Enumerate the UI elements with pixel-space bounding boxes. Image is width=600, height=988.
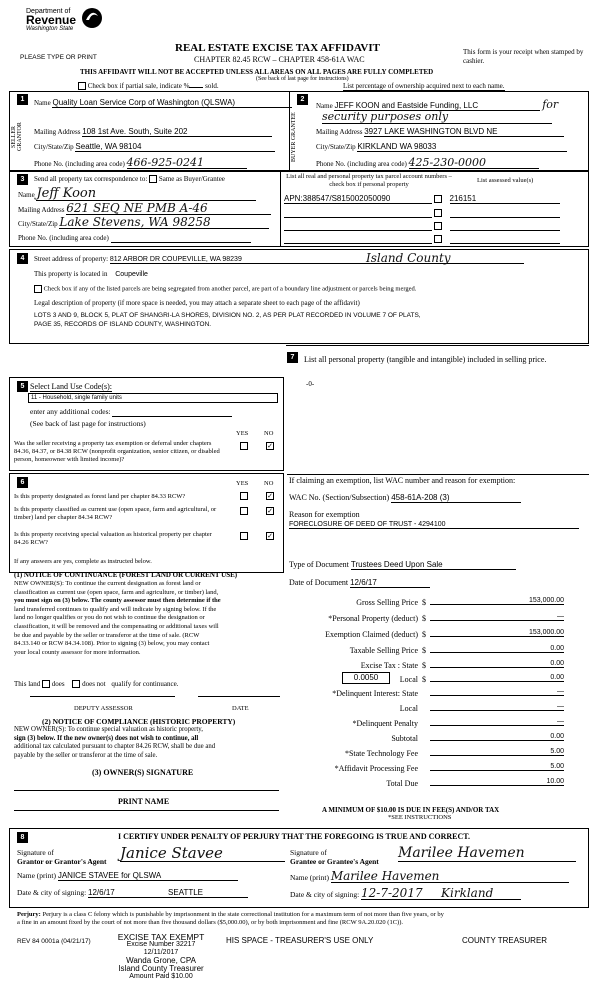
dept-line1: Department of: [26, 8, 71, 15]
buyer-note2: security purposes only: [322, 110, 552, 124]
exemption-deduct-value[interactable]: 153,000.00: [430, 629, 564, 637]
partial-sale-checkbox[interactable]: [78, 82, 86, 90]
if-yes: If any answers are yes, complete as instructed below.: [14, 558, 152, 565]
additional-codes: enter any additional codes:: [30, 407, 232, 417]
please-type: PLEASE TYPE OR PRINT: [20, 54, 97, 61]
parcel-row-2: [284, 209, 560, 218]
segregated-checkbox[interactable]: [34, 285, 42, 293]
grantee-signature[interactable]: Marilee Havemen: [398, 846, 576, 862]
doc-date[interactable]: 12/6/17: [350, 578, 430, 588]
partial-sale: Check box if partial sale, indicate % sold.: [78, 82, 219, 90]
tech-fee-label: *State Technology Fee: [344, 749, 418, 758]
deputy-label: DEPUTY ASSESSOR: [74, 705, 133, 712]
reason-label: Reason for exemption: [289, 510, 360, 519]
seller-name[interactable]: Quality Loan Service Corp of Washington (QLSWA): [52, 98, 292, 108]
section-2-number: 2: [297, 94, 308, 105]
dor-swirl-icon: [80, 6, 104, 30]
s5-yes: YES: [236, 430, 249, 437]
grantee-city[interactable]: Kirkland: [441, 888, 521, 900]
affidavit-fee-value[interactable]: 5.00: [430, 763, 564, 771]
segregated-row: Check box if any of the listed parcels are being segregated from another parcel, are part of a boundary line adjustment or parcels being merged.: [34, 285, 416, 293]
s5-q1-no-checkbox[interactable]: ✓: [267, 442, 273, 450]
interest-state-value[interactable]: —: [430, 688, 564, 696]
assessed-header: List assessed value(s): [477, 177, 534, 184]
legal-label: Legal description of property (if more space is needed, you may attach a separate sheet to each page of the affidavit): [34, 299, 360, 307]
parcel-number[interactable]: APN:388547/S815002050090: [284, 194, 432, 204]
seller-city-row: City/State/Zip Seattle, WA 98104: [34, 142, 275, 152]
dept-line2: Revenue: [26, 13, 77, 27]
affidavit-fee-label: *Affidavit Processing Fee: [334, 764, 418, 773]
rev-number: REV 84 0001a (04/21/17): [17, 938, 91, 945]
treasurer-stamp: EXCISE TAX EXEMPT Excise Number 32217 12/11/2017 Wanda Grone, CPA Island County Treasurer Amount Paid $10.00: [117, 932, 205, 980]
s3-name-row: Name Jeff Koon: [18, 188, 256, 201]
parcel-header: List all real and personal property tax parcel account numbers – check box if personal property: [286, 173, 452, 188]
section-1-number: 1: [17, 94, 28, 105]
grantor-city[interactable]: SEATTLE: [168, 888, 248, 898]
seller-phone-row: Phone No. (including area code) 466-925-0241: [34, 158, 247, 169]
divider-3: [280, 171, 281, 247]
section-5-number: 5: [17, 381, 28, 392]
pct-ownership: List percentage of ownership acquired next to each name.: [343, 82, 505, 90]
buyer-addr-row: Mailing Address 3927 LAKE WASHINGTON BLVD NE: [316, 127, 564, 137]
s6-no: NO: [264, 480, 274, 487]
section-7-top: [286, 345, 589, 346]
tech-fee-value[interactable]: 5.00: [430, 748, 564, 756]
street-address[interactable]: 812 ARBOR DR COUPEVILLE, WA 98239: [110, 256, 524, 264]
treasurer-use-only: HIS SPACE - TREASURER'S USE ONLY: [226, 936, 374, 945]
minimum-note: A MINIMUM OF $10.00 IS DUE IN FEE(S) AND/OR TAX: [322, 806, 500, 814]
s6-q1: Is this property designated as forest land per chapter 84.33 RCW?: [14, 493, 186, 500]
section-4-number: 4: [17, 253, 28, 264]
send-correspondence: Send all property tax correspondence to: Same as Buyer/Grantee: [34, 175, 225, 183]
taxable-value[interactable]: 0.00: [430, 645, 564, 653]
s6-q1-no-checkbox[interactable]: ✓: [267, 492, 273, 500]
personal-property-checkbox-2[interactable]: [434, 209, 442, 217]
see-instructions: *SEE INSTRUCTIONS: [388, 814, 452, 821]
personal-property-checkbox-1[interactable]: [434, 195, 442, 203]
doc-type-row: Type of Document Trustees Deed Upon Sale: [289, 560, 516, 570]
s6-q3: Is this property receiving special valuation as historical property per chapter 84.26 RCW?: [14, 531, 212, 546]
wac-row: WAC No. (Section/Subsection) 458-61A-208 (3): [289, 493, 521, 503]
s6-q2-yes-checkbox[interactable]: [240, 507, 248, 515]
grantee-name-row: Name (print) Marilee Havemen: [290, 871, 569, 883]
select-land-use: Select Land Use Code(s):: [30, 382, 112, 391]
continuance-text: NEW OWNER(S): To continue the current designation as forest land or classification as current use (open space, farm and agriculture, or timber) land, you must sign on (3) below. The county assessor must then determine if the land transferred continues to qualify and will indicate by signing below. If the land no longer qualifies or you do not wish to continue the designation or classification, it will be removed and the compensating or additional taxes will be due and payable by the seller or transferor at the time of sale. (RCW 84.33.140 or RCW 84.34.108). Prior to signing (3) below, you may contact your local county assessor for more information.: [14, 580, 221, 656]
grantor-date-row: Date & city of signing: 12/6/17 SEATTLE: [17, 888, 248, 898]
s3-addr-row: Mailing Address 621 SEQ NE PMB A-46: [18, 203, 271, 215]
see-back-top: (See back of last page for instructions): [256, 76, 349, 82]
dept-line3: Washington State: [26, 26, 74, 32]
interest-state-label: *Delinquent Interest: State: [332, 689, 418, 698]
buyer-addr[interactable]: 3927 LAKE WASHINGTON BLVD NE: [364, 127, 564, 137]
land-use-select[interactable]: 11 - Household, single family units: [28, 393, 278, 403]
same-as-buyer-checkbox[interactable]: [149, 175, 157, 183]
excise-state-label: Excise Tax : State: [360, 661, 418, 670]
parcel-row-3: [284, 222, 560, 231]
date-label: DATE: [232, 705, 249, 712]
reason-value[interactable]: FORECLOSURE OF DEED OF TRUST - 4294100: [289, 521, 579, 529]
dollar-2: $: [422, 614, 426, 623]
gross-value[interactable]: 153,000.00: [430, 597, 564, 605]
penalty-label: *Delinquent Penalty: [352, 719, 418, 728]
s6-yes: YES: [236, 480, 249, 487]
section-3-number: 3: [17, 174, 28, 185]
seller-city[interactable]: Seattle, WA 98104: [75, 142, 275, 152]
buyer-name-row: Name JEFF KOON and Eastside Funding, LLC for: [316, 98, 559, 111]
dollar-4: $: [422, 646, 426, 655]
grantee-date[interactable]: 12-7-2017: [361, 888, 441, 900]
owner-sig-line[interactable]: [14, 790, 279, 791]
grantor-signature[interactable]: Janice Stavee: [120, 846, 285, 862]
legal-line1[interactable]: LOTS 3 AND 9, BLOCK 5, PLAT OF SHANGRI-LA SHORES, DIVISION NO. 2, AS PER PLAT RECORDED IN VOLUME 7 OF PLATS,: [34, 312, 421, 319]
s5-q1-yes-checkbox[interactable]: [240, 442, 248, 450]
receipt-note: This form is your receipt when stamped by cashier.: [463, 48, 584, 65]
local-rate[interactable]: 0.0050: [342, 672, 390, 684]
assessed-value[interactable]: 216151: [450, 194, 560, 204]
buyer-name[interactable]: JEFF KOON and Eastside Funding, LLC: [334, 101, 540, 111]
owner-signature-label: (3) OWNER(S) SIGNATURE: [92, 768, 194, 777]
personal-property-value[interactable]: -0-: [306, 380, 315, 388]
buyer-phone-row: Phone No. (including area code) 425-230-0000: [316, 158, 539, 169]
subtotal-value[interactable]: 0.00: [430, 733, 564, 741]
dollar-1: $: [422, 598, 426, 607]
excise-state-value[interactable]: 0.00: [430, 660, 564, 668]
parcel-row-4: [284, 235, 560, 244]
buyer-side-label: BUYER GRANTEE: [291, 112, 297, 162]
doc-type[interactable]: Trustees Deed Upon Sale: [351, 560, 516, 570]
wac-number[interactable]: 458-61A-208 (3): [391, 493, 521, 503]
grantor-name[interactable]: JANICE STAVEE for QLSWA: [58, 871, 238, 881]
land-qualify-row: This land does does not qualify for continuance.: [14, 680, 179, 688]
date-line: [198, 696, 280, 697]
seller-addr-row: Mailing Address 108 1st Ave. South, Suite 202: [34, 127, 272, 137]
county-handwritten: Island County: [366, 251, 451, 265]
taxable-label: Taxable Selling Price: [349, 646, 418, 655]
s5-q1: Was the seller receiving a property tax exemption or deferral under chapters 84.36, 84.37, or 84.38 RCW (nonprofit organization, senior citizen, or disabled person, homeowner with limited income)?: [14, 440, 220, 463]
grantor-date[interactable]: 12/6/17: [88, 888, 168, 898]
certify-line: I CERTIFY UNDER PENALTY OF PERJURY THAT THE FOREGOING IS TRUE AND CORRECT.: [118, 832, 471, 841]
does-not-checkbox[interactable]: [72, 680, 80, 688]
located-city[interactable]: Coupeville: [115, 271, 148, 278]
seller-phone[interactable]: 466-925-0241: [127, 158, 247, 169]
s3-city-row: City/State/Zip Lake Stevens, WA 98258: [18, 217, 269, 229]
personal-deduct-value[interactable]: —: [430, 613, 564, 621]
dollar-6: $: [422, 675, 426, 684]
print-name-line[interactable]: [14, 810, 279, 811]
buyer-city-row: City/State/Zip KIRKLAND WA 98033: [316, 142, 567, 152]
s3-phone-row: Phone No. (including area code): [18, 234, 251, 243]
county-treasurer: COUNTY TREASURER: [462, 936, 548, 945]
total-due-label: Total Due: [386, 779, 418, 788]
personal-property-label: List all personal property (tangible and intangible) included in selling price.: [304, 355, 547, 364]
buyer-city[interactable]: KIRKLAND WA 98033: [357, 142, 567, 152]
s3-name[interactable]: Jeff Koon: [36, 188, 256, 201]
perjury-text: Perjury: Perjury is a class C felony which is punishable by imprisonment in the state correctional institution for a maximum term of not more than five years, or by a fine in an amount fixed by the court of not more than five thousand dollars ($5,000.00), or by both imprisonment and fine (RCW 9A.20.020 (1C)).: [17, 911, 444, 926]
seller-addr[interactable]: 108 1st Ave. South, Suite 202: [82, 127, 272, 137]
interest-local-value[interactable]: —: [430, 703, 564, 711]
s3-addr[interactable]: 621 SEQ NE PMB A-46: [66, 203, 271, 215]
s3-city[interactable]: Lake Stevens, WA 98258: [59, 217, 269, 229]
continuance-title: (1) NOTICE OF CONTINUANCE (FOREST LAND OR CURRENT USE): [14, 571, 238, 579]
personal-property-checkbox-3[interactable]: [434, 222, 442, 230]
grantor-sig-label: Signature of Grantor or Grantor's Agent: [17, 848, 107, 866]
personal-property-checkbox-4[interactable]: [434, 235, 442, 243]
s6-q3-yes-checkbox[interactable]: [240, 532, 248, 540]
historic-title: (2) NOTICE OF COMPLIANCE (HISTORIC PROPERTY): [42, 717, 236, 726]
see-back-5: (See back of last page for instructions): [30, 419, 146, 428]
dollar-5: $: [422, 661, 426, 670]
legal-line2[interactable]: PAGE 35, RECORDS OF ISLAND COUNTY, WASHINGTON.: [34, 321, 212, 328]
local-value[interactable]: 0.00: [430, 674, 564, 682]
parcel-row-1: [284, 194, 560, 204]
grantee-name[interactable]: Marilee Havemen: [331, 871, 569, 883]
s6-q3-no-checkbox[interactable]: ✓: [267, 532, 273, 540]
deputy-line: [30, 696, 175, 697]
interest-local-label: Local: [399, 704, 418, 713]
section-8-number: 8: [17, 832, 28, 843]
exemption-label: If claiming an exemption, list WAC number and reason for exemption:: [289, 476, 516, 485]
historic-text: NEW OWNER(S): To continue special valuation as historic property, sign (3) below. If the new owner(s) does not wish to continue, all additional tax calculated pursuant to chapter 84.26 RCW, shall be due and payable by the seller or transferor at the time of sale.: [14, 726, 216, 759]
doc-date-row: Date of Document 12/6/17: [289, 578, 430, 588]
dollar-3: $: [422, 630, 426, 639]
chapter-line: CHAPTER 82.45 RCW – CHAPTER 458-61A WAC: [194, 55, 365, 64]
grantor-name-row: Name (print) JANICE STAVEE for QLSWA: [17, 871, 238, 881]
buyer-phone[interactable]: 425-230-0000: [409, 158, 539, 169]
section-7-number: 7: [287, 352, 298, 363]
section-6-number: 6: [17, 477, 28, 488]
form-title: REAL ESTATE EXCISE TAX AFFIDAVIT: [175, 42, 380, 54]
buyer-note1: for: [542, 98, 559, 111]
seller-side-label: SELLER GRANTOR: [11, 122, 23, 152]
penalty-value[interactable]: —: [430, 718, 564, 726]
s6-q1-yes-checkbox[interactable]: [240, 492, 248, 500]
personal-deduct-label: *Personal Property (deduct): [328, 614, 418, 623]
s5-no: NO: [264, 430, 274, 437]
s6-q2: Is this property classified as current use (open space, farm and agricultural, or timber) land per chapter 84.34 RCW?: [14, 506, 217, 521]
located-row: This property is located in Coupeville: [34, 270, 148, 278]
total-due-value[interactable]: 10.00: [430, 778, 564, 786]
s6-q2-no-checkbox[interactable]: ✓: [267, 507, 273, 515]
warning-line: THIS AFFIDAVIT WILL NOT BE ACCEPTED UNLESS ALL AREAS ON ALL PAGES ARE FULLY COMPLETED: [80, 68, 434, 76]
grantee-sig-label: Signature of Grantee or Grantee's Agent: [290, 848, 379, 866]
does-checkbox[interactable]: [42, 680, 50, 688]
s7-divider: [287, 474, 589, 475]
subtotal-label: Subtotal: [391, 734, 418, 743]
seller-name-row: Name Quality Loan Service Corp of Washington (QLSWA): [34, 98, 292, 108]
gross-label: Gross Selling Price: [356, 598, 418, 607]
print-name-label: PRINT NAME: [118, 797, 170, 806]
street-row: Street address of property: 812 ARBOR DR COUPEVILLE, WA 98239: [34, 255, 524, 264]
exemption-deduct-label: Exemption Claimed (deduct): [325, 630, 418, 639]
grantee-date-row: Date & city of signing: 12-7-2017 Kirkland: [290, 888, 521, 900]
local-label: Local: [399, 675, 418, 684]
